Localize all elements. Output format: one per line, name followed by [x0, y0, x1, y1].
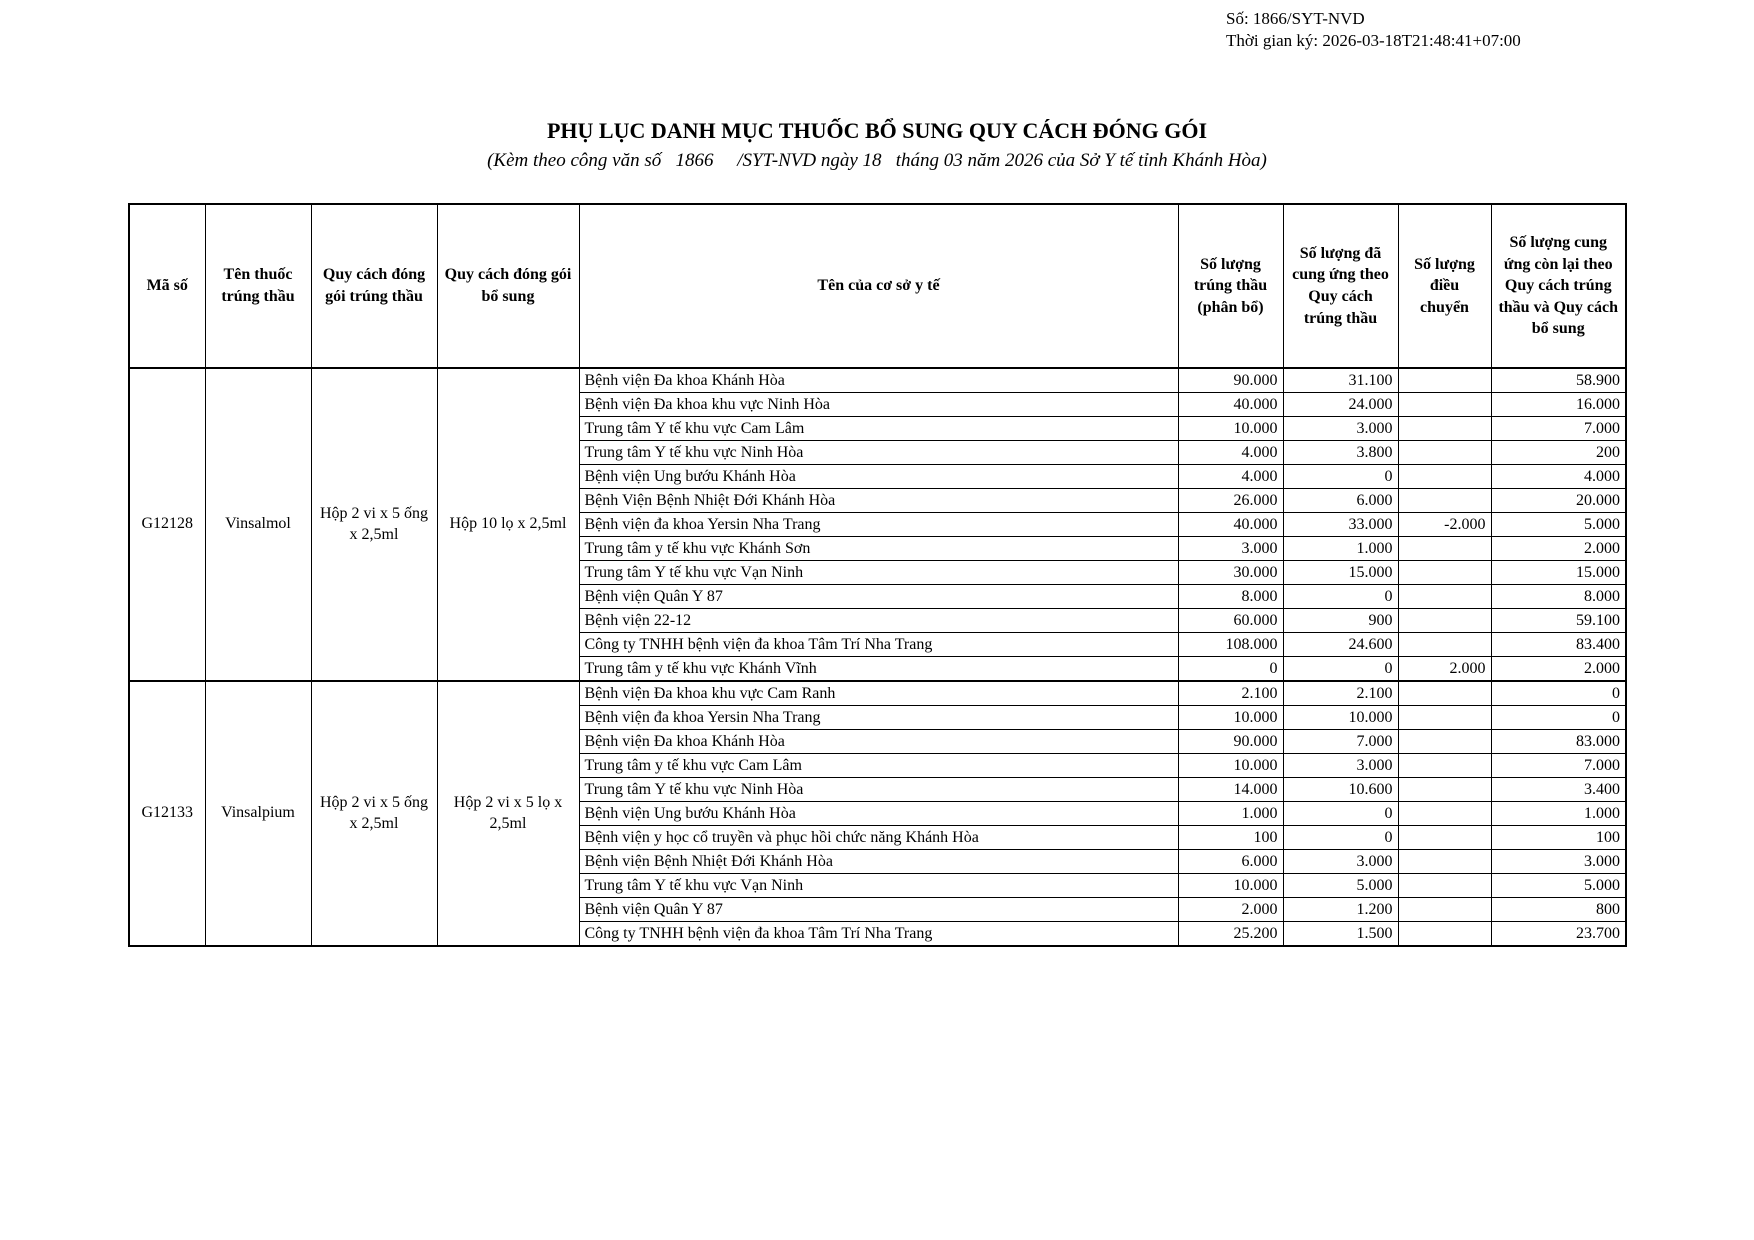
cell-allocated: 90.000	[1178, 730, 1283, 754]
cell-facility: Trung tâm Y tế khu vực Vạn Ninh	[579, 561, 1178, 585]
cell-transferred	[1398, 417, 1491, 441]
column-header-3: Quy cách đóng gói trúng thầu	[311, 204, 437, 368]
cell-transferred	[1398, 441, 1491, 465]
column-header-5: Tên của cơ sở y tế	[579, 204, 1178, 368]
cell-supplied: 0	[1283, 826, 1398, 850]
cell-transferred	[1398, 730, 1491, 754]
cell-remaining: 2.000	[1491, 657, 1626, 682]
group-2-code: G12133	[129, 681, 205, 946]
cell-remaining: 7.000	[1491, 417, 1626, 441]
page-title: PHỤ LỤC DANH MỤC THUỐC BỔ SUNG QUY CÁCH ĐÓNG GÓI	[546, 118, 1208, 143]
cell-supplied: 1.500	[1283, 922, 1398, 947]
table-header-row	[129, 204, 1626, 368]
cell-supplied: 10.600	[1283, 778, 1398, 802]
cell-facility: Trung tâm y tế khu vực Khánh Sơn	[579, 537, 1178, 561]
cell-allocated: 0	[1178, 657, 1283, 682]
cell-transferred: -2.000	[1398, 513, 1491, 537]
cell-facility: Bệnh viện Quân Y 87	[579, 585, 1178, 609]
cell-allocated: 60.000	[1178, 609, 1283, 633]
cell-transferred	[1398, 778, 1491, 802]
cell-supplied: 0	[1283, 657, 1398, 682]
cell-transferred	[1398, 898, 1491, 922]
table-row	[129, 681, 1626, 706]
cell-allocated: 10.000	[1178, 417, 1283, 441]
cell-facility: Trung tâm Y tế khu vực Ninh Hòa	[579, 441, 1178, 465]
cell-facility: Bệnh viện y học cổ truyền và phục hồi chức năng Khánh Hòa	[579, 826, 1178, 850]
cell-facility: Bệnh Viện Bệnh Nhiệt Đới Khánh Hòa	[579, 489, 1178, 513]
cell-transferred	[1398, 368, 1491, 393]
cell-supplied: 1.200	[1283, 898, 1398, 922]
cell-facility: Bệnh viện Đa khoa Khánh Hòa	[579, 368, 1178, 393]
column-header-2: Tên thuốc trúng thầu	[205, 204, 311, 368]
cell-remaining: 2.000	[1491, 537, 1626, 561]
cell-supplied: 3.000	[1283, 850, 1398, 874]
cell-remaining: 3.000	[1491, 850, 1626, 874]
cell-remaining: 8.000	[1491, 585, 1626, 609]
cell-allocated: 1.000	[1178, 802, 1283, 826]
group-1-drug-name: Vinsalmol	[205, 368, 311, 681]
doc-number: Số: 1866/SYT-NVD	[1226, 9, 1365, 28]
cell-remaining: 58.900	[1491, 368, 1626, 393]
cell-allocated: 10.000	[1178, 754, 1283, 778]
cell-facility: Bệnh viện Quân Y 87	[579, 898, 1178, 922]
cell-facility: Bệnh viện Ung bướu Khánh Hòa	[579, 802, 1178, 826]
cell-transferred	[1398, 681, 1491, 706]
cell-allocated: 10.000	[1178, 706, 1283, 730]
drug-supplement-table	[128, 203, 1627, 947]
cell-transferred	[1398, 706, 1491, 730]
group-2-pack-added: Hộp 2 vi x 5 lọ x 2,5ml	[437, 681, 579, 946]
column-header-1: Mã số	[129, 204, 205, 368]
cell-supplied: 0	[1283, 465, 1398, 489]
cell-remaining: 7.000	[1491, 754, 1626, 778]
cell-supplied: 10.000	[1283, 706, 1398, 730]
cell-supplied: 3.800	[1283, 441, 1398, 465]
cell-remaining: 83.000	[1491, 730, 1626, 754]
cell-transferred	[1398, 609, 1491, 633]
cell-remaining: 3.400	[1491, 778, 1626, 802]
group-1-pack-won: Hộp 2 vi x 5 ống x 2,5ml	[311, 368, 437, 681]
cell-transferred	[1398, 561, 1491, 585]
cell-allocated: 8.000	[1178, 585, 1283, 609]
column-header-9: Số lượng cung ứng còn lại theo Quy cách trúng thầu và Quy cách bổ sung	[1491, 204, 1626, 368]
cell-facility: Công ty TNHH bệnh viện đa khoa Tâm Trí Nha Trang	[579, 633, 1178, 657]
cell-transferred	[1398, 850, 1491, 874]
cell-transferred	[1398, 826, 1491, 850]
cell-supplied: 0	[1283, 585, 1398, 609]
cell-remaining: 200	[1491, 441, 1626, 465]
cell-transferred	[1398, 802, 1491, 826]
cell-transferred: 2.000	[1398, 657, 1491, 682]
cell-facility: Trung tâm Y tế khu vực Ninh Hòa	[579, 778, 1178, 802]
cell-transferred	[1398, 393, 1491, 417]
table-row	[129, 368, 1626, 393]
cell-transferred	[1398, 465, 1491, 489]
cell-supplied: 1.000	[1283, 537, 1398, 561]
cell-facility: Trung tâm Y tế khu vực Vạn Ninh	[579, 874, 1178, 898]
cell-transferred	[1398, 489, 1491, 513]
cell-remaining: 15.000	[1491, 561, 1626, 585]
cell-facility: Công ty TNHH bệnh viện đa khoa Tâm Trí Nha Trang	[579, 922, 1178, 947]
cell-allocated: 10.000	[1178, 874, 1283, 898]
cell-allocated: 40.000	[1178, 513, 1283, 537]
cell-remaining: 5.000	[1491, 874, 1626, 898]
cell-allocated: 108.000	[1178, 633, 1283, 657]
cell-supplied: 6.000	[1283, 489, 1398, 513]
cell-supplied: 24.000	[1283, 393, 1398, 417]
cell-allocated: 4.000	[1178, 465, 1283, 489]
cell-supplied: 33.000	[1283, 513, 1398, 537]
cell-transferred	[1398, 537, 1491, 561]
cell-remaining: 800	[1491, 898, 1626, 922]
cell-supplied: 2.100	[1283, 681, 1398, 706]
cell-facility: Bệnh viện Đa khoa khu vực Cam Ranh	[579, 681, 1178, 706]
cell-allocated: 4.000	[1178, 441, 1283, 465]
cell-supplied: 3.000	[1283, 754, 1398, 778]
cell-facility: Trung tâm y tế khu vực Cam Lâm	[579, 754, 1178, 778]
sign-block	[1226, 8, 1521, 53]
cell-allocated: 3.000	[1178, 537, 1283, 561]
column-header-6: Số lượng trúng thầu (phân bổ)	[1178, 204, 1283, 368]
cell-transferred	[1398, 585, 1491, 609]
cell-remaining: 59.100	[1491, 609, 1626, 633]
cell-supplied: 15.000	[1283, 561, 1398, 585]
cell-allocated: 40.000	[1178, 393, 1283, 417]
cell-remaining: 100	[1491, 826, 1626, 850]
cell-remaining: 83.400	[1491, 633, 1626, 657]
cell-supplied: 7.000	[1283, 730, 1398, 754]
cell-supplied: 24.600	[1283, 633, 1398, 657]
cell-supplied: 5.000	[1283, 874, 1398, 898]
cell-remaining: 0	[1491, 706, 1626, 730]
cell-allocated: 26.000	[1178, 489, 1283, 513]
cell-remaining: 0	[1491, 681, 1626, 706]
cell-remaining: 5.000	[1491, 513, 1626, 537]
group-2-pack-won: Hộp 2 vi x 5 ống x 2,5ml	[311, 681, 437, 946]
column-header-8: Số lượng điều chuyển	[1398, 204, 1491, 368]
cell-supplied: 900	[1283, 609, 1398, 633]
cell-facility: Bệnh viện Đa khoa Khánh Hòa	[579, 730, 1178, 754]
cell-allocated: 6.000	[1178, 850, 1283, 874]
cell-facility: Bệnh viện Bệnh Nhiệt Đới Khánh Hòa	[579, 850, 1178, 874]
cell-remaining: 23.700	[1491, 922, 1626, 947]
group-1-pack-added: Hộp 10 lọ x 2,5ml	[437, 368, 579, 681]
cell-allocated: 2.000	[1178, 898, 1283, 922]
cell-facility: Bệnh viện Đa khoa khu vực Ninh Hòa	[579, 393, 1178, 417]
cell-facility: Bệnh viện Ung bướu Khánh Hòa	[579, 465, 1178, 489]
cell-transferred	[1398, 922, 1491, 947]
cell-facility: Bệnh viện đa khoa Yersin Nha Trang	[579, 706, 1178, 730]
cell-allocated: 25.200	[1178, 922, 1283, 947]
cell-allocated: 100	[1178, 826, 1283, 850]
cell-allocated: 30.000	[1178, 561, 1283, 585]
cell-supplied: 3.000	[1283, 417, 1398, 441]
cell-allocated: 14.000	[1178, 778, 1283, 802]
cell-facility: Bệnh viện đa khoa Yersin Nha Trang	[579, 513, 1178, 537]
cell-allocated: 2.100	[1178, 681, 1283, 706]
cell-facility: Trung tâm Y tế khu vực Cam Lâm	[579, 417, 1178, 441]
group-1-code: G12128	[129, 368, 205, 681]
cell-transferred	[1398, 633, 1491, 657]
group-2-drug-name: Vinsalpium	[205, 681, 311, 946]
page-subtitle: (Kèm theo công văn số 1866 /SYT-NVD ngày 18 tháng 03 năm 2026 của Sở Y tế tỉnh Khánh Hòa)	[487, 150, 1267, 171]
cell-remaining: 16.000	[1491, 393, 1626, 417]
cell-facility: Bệnh viện 22-12	[579, 609, 1178, 633]
cell-supplied: 0	[1283, 802, 1398, 826]
cell-remaining: 1.000	[1491, 802, 1626, 826]
cell-facility: Trung tâm y tế khu vực Khánh Vĩnh	[579, 657, 1178, 682]
cell-supplied: 31.100	[1283, 368, 1398, 393]
column-header-7: Số lượng đã cung ứng theo Quy cách trúng thầu	[1283, 204, 1398, 368]
cell-allocated: 90.000	[1178, 368, 1283, 393]
sign-time: Thời gian ký: 2026-03-18T21:48:41+07:00	[1226, 31, 1521, 51]
cell-transferred	[1398, 874, 1491, 898]
cell-remaining: 20.000	[1491, 489, 1626, 513]
column-header-4: Quy cách đóng gói bổ sung	[437, 204, 579, 368]
cell-remaining: 4.000	[1491, 465, 1626, 489]
cell-transferred	[1398, 754, 1491, 778]
